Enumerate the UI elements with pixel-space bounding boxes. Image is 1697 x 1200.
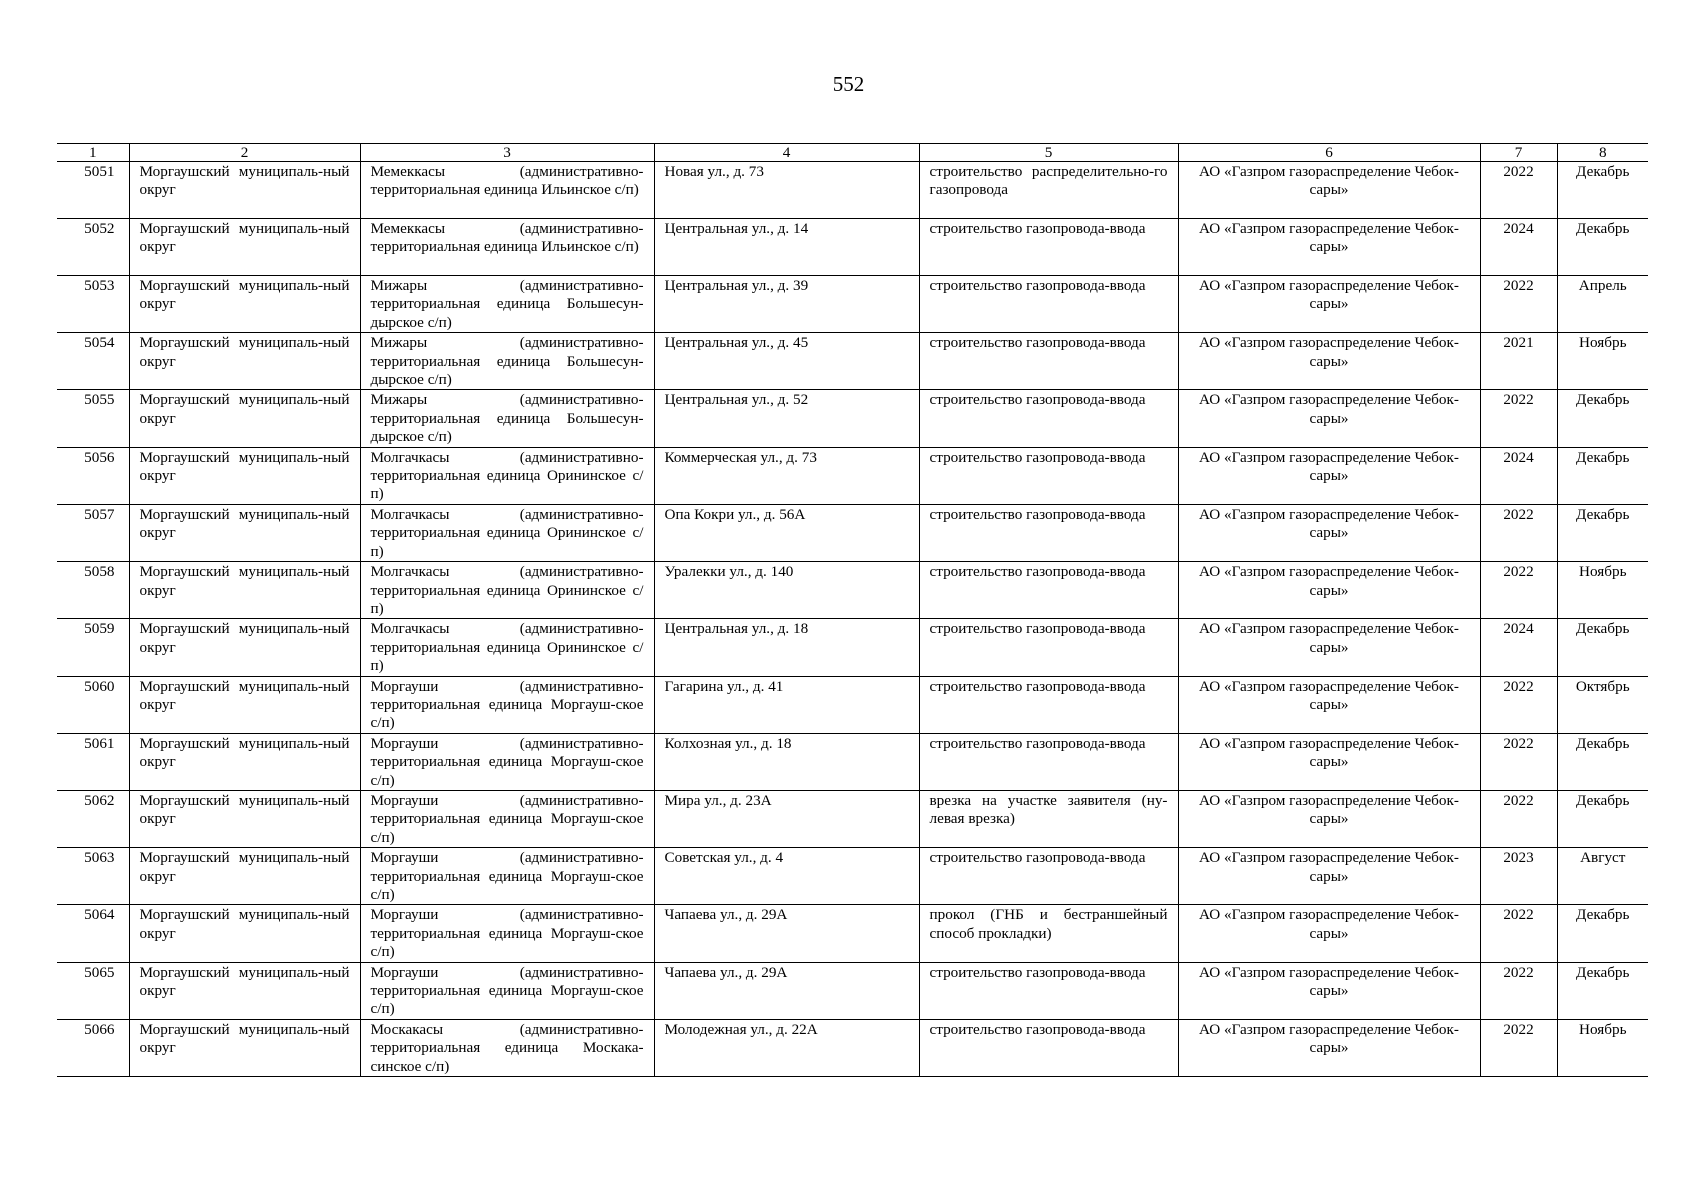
- locality-cell: Молгачкасы (административно-территориальная единица Орининское с/п): [360, 504, 654, 561]
- row-number-cell: 5065: [57, 962, 129, 1019]
- organization-cell: АО «Газпром газораспределение Чебок-сары»: [1178, 390, 1480, 447]
- work-type-cell: строительство газопровода-ввода: [919, 962, 1178, 1019]
- year-cell: 2022: [1480, 504, 1557, 561]
- organization-cell: АО «Газпром газораспределение Чебок-сары»: [1178, 848, 1480, 905]
- row-number-cell: 5052: [57, 219, 129, 276]
- district-cell: Моргаушский муниципаль-ный округ: [129, 905, 360, 962]
- work-type-cell: строительство газопровода-ввода: [919, 848, 1178, 905]
- locality-cell: Москакасы (административно-территориальная единица Москака-синское с/п): [360, 1019, 654, 1076]
- organization-cell: АО «Газпром газораспределение Чебок-сары»: [1178, 504, 1480, 561]
- month-cell: Октябрь: [1557, 676, 1648, 733]
- column-header: 4: [654, 144, 919, 162]
- month-cell: Декабрь: [1557, 790, 1648, 847]
- address-cell: Центральная ул., д. 45: [654, 333, 919, 390]
- gasification-table: [57, 143, 1648, 1077]
- address-cell: Опа Кокри ул., д. 56А: [654, 504, 919, 561]
- table-row: [57, 504, 1648, 561]
- row-number-cell: 5056: [57, 447, 129, 504]
- locality-cell: Мижары (административно-территориальная единица Большесун-дырское с/п): [360, 333, 654, 390]
- address-cell: Чапаева ул., д. 29А: [654, 905, 919, 962]
- organization-cell: АО «Газпром газораспределение Чебок-сары»: [1178, 1019, 1480, 1076]
- page-number: 552: [832, 72, 865, 96]
- address-cell: Молодежная ул., д. 22А: [654, 1019, 919, 1076]
- work-type-cell: строительство газопровода-ввода: [919, 219, 1178, 276]
- month-cell: Ноябрь: [1557, 333, 1648, 390]
- locality-cell: Моргауши (административно-территориальная единица Моргауш-ское с/п): [360, 790, 654, 847]
- table-row: [57, 848, 1648, 905]
- district-cell: Моргаушский муниципаль-ный округ: [129, 619, 360, 676]
- work-type-cell: строительство газопровода-ввода: [919, 619, 1178, 676]
- locality-cell: Мижары (административно-территориальная единица Большесун-дырское с/п): [360, 390, 654, 447]
- row-number-cell: 5058: [57, 562, 129, 619]
- column-header: 1: [57, 144, 129, 162]
- locality-cell: Молгачкасы (административно-территориальная единица Орининское с/п): [360, 619, 654, 676]
- month-cell: Ноябрь: [1557, 1019, 1648, 1076]
- year-cell: 2022: [1480, 790, 1557, 847]
- row-number-cell: 5055: [57, 390, 129, 447]
- organization-cell: АО «Газпром газораспределение Чебок-сары»: [1178, 333, 1480, 390]
- table-row: [57, 276, 1648, 333]
- locality-cell: Молгачкасы (административно-территориальная единица Орининское с/п): [360, 447, 654, 504]
- table-row: [57, 619, 1648, 676]
- address-cell: Новая ул., д. 73: [654, 162, 919, 219]
- row-number-cell: 5062: [57, 790, 129, 847]
- table-row: [57, 905, 1648, 962]
- district-cell: Моргаушский муниципаль-ный округ: [129, 790, 360, 847]
- month-cell: Декабрь: [1557, 733, 1648, 790]
- district-cell: Моргаушский муниципаль-ный округ: [129, 962, 360, 1019]
- row-number-cell: 5064: [57, 905, 129, 962]
- row-number-cell: 5051: [57, 162, 129, 219]
- organization-cell: АО «Газпром газораспределение Чебок-сары»: [1178, 790, 1480, 847]
- district-cell: Моргаушский муниципаль-ный округ: [129, 848, 360, 905]
- locality-cell: Моргауши (административно-территориальная единица Моргауш-ское с/п): [360, 676, 654, 733]
- row-number-cell: 5054: [57, 333, 129, 390]
- locality-cell: Моргауши (административно-территориальная единица Моргауш-ское с/п): [360, 733, 654, 790]
- year-cell: 2022: [1480, 390, 1557, 447]
- year-cell: 2022: [1480, 733, 1557, 790]
- locality-cell: Мемеккасы (административно-территориальная единица Ильинское с/п): [360, 219, 654, 276]
- table-row: [57, 676, 1648, 733]
- month-cell: Апрель: [1557, 276, 1648, 333]
- work-type-cell: строительство газопровода-ввода: [919, 390, 1178, 447]
- work-type-cell: врезка на участке заявителя (ну-левая врезка): [919, 790, 1178, 847]
- address-cell: Советская ул., д. 4: [654, 848, 919, 905]
- month-cell: Август: [1557, 848, 1648, 905]
- work-type-cell: строительство газопровода-ввода: [919, 276, 1178, 333]
- organization-cell: АО «Газпром газораспределение Чебок-сары»: [1178, 162, 1480, 219]
- district-cell: Моргаушский муниципаль-ный округ: [129, 333, 360, 390]
- organization-cell: АО «Газпром газораспределение Чебок-сары»: [1178, 733, 1480, 790]
- row-number-cell: 5063: [57, 848, 129, 905]
- header-row: [57, 144, 1648, 162]
- table-row: [57, 790, 1648, 847]
- month-cell: Декабрь: [1557, 619, 1648, 676]
- table-row: [57, 562, 1648, 619]
- work-type-cell: строительство газопровода-ввода: [919, 447, 1178, 504]
- month-cell: Ноябрь: [1557, 562, 1648, 619]
- year-cell: 2023: [1480, 848, 1557, 905]
- work-type-cell: прокол (ГНБ и бестраншейный способ прокладки): [919, 905, 1178, 962]
- table-row: [57, 219, 1648, 276]
- address-cell: Центральная ул., д. 14: [654, 219, 919, 276]
- row-number-cell: 5066: [57, 1019, 129, 1076]
- table-row: [57, 333, 1648, 390]
- table-row: [57, 1019, 1648, 1076]
- organization-cell: АО «Газпром газораспределение Чебок-сары»: [1178, 905, 1480, 962]
- address-cell: Гагарина ул., д. 41: [654, 676, 919, 733]
- locality-cell: Моргауши (административно-территориальная единица Моргауш-ское с/п): [360, 848, 654, 905]
- table-row: [57, 733, 1648, 790]
- address-cell: Центральная ул., д. 18: [654, 619, 919, 676]
- district-cell: Моргаушский муниципаль-ный округ: [129, 733, 360, 790]
- row-number-cell: 5057: [57, 504, 129, 561]
- locality-cell: Мемеккасы (административно-территориальная единица Ильинское с/п): [360, 162, 654, 219]
- column-header: 3: [360, 144, 654, 162]
- district-cell: Моргаушский муниципаль-ный округ: [129, 390, 360, 447]
- district-cell: Моргаушский муниципаль-ный округ: [129, 447, 360, 504]
- organization-cell: АО «Газпром газораспределение Чебок-сары»: [1178, 962, 1480, 1019]
- address-cell: Мира ул., д. 23А: [654, 790, 919, 847]
- row-number-cell: 5059: [57, 619, 129, 676]
- table-row: [57, 390, 1648, 447]
- year-cell: 2024: [1480, 447, 1557, 504]
- row-number-cell: 5061: [57, 733, 129, 790]
- month-cell: Декабрь: [1557, 504, 1648, 561]
- locality-cell: Моргауши (административно-территориальная единица Моргауш-ское с/п): [360, 905, 654, 962]
- district-cell: Моргаушский муниципаль-ный округ: [129, 504, 360, 561]
- organization-cell: АО «Газпром газораспределение Чебок-сары»: [1178, 219, 1480, 276]
- column-header: 6: [1178, 144, 1480, 162]
- month-cell: Декабрь: [1557, 905, 1648, 962]
- column-header: 7: [1480, 144, 1557, 162]
- organization-cell: АО «Газпром газораспределение Чебок-сары»: [1178, 676, 1480, 733]
- column-header: 8: [1557, 144, 1648, 162]
- work-type-cell: строительство газопровода-ввода: [919, 333, 1178, 390]
- organization-cell: АО «Газпром газораспределение Чебок-сары»: [1178, 562, 1480, 619]
- district-cell: Моргаушский муниципаль-ный округ: [129, 219, 360, 276]
- address-cell: Центральная ул., д. 52: [654, 390, 919, 447]
- work-type-cell: строительство газопровода-ввода: [919, 1019, 1178, 1076]
- district-cell: Моргаушский муниципаль-ный округ: [129, 1019, 360, 1076]
- locality-cell: Мижары (административно-территориальная единица Большесун-дырское с/п): [360, 276, 654, 333]
- year-cell: 2022: [1480, 562, 1557, 619]
- month-cell: Декабрь: [1557, 447, 1648, 504]
- organization-cell: АО «Газпром газораспределение Чебок-сары»: [1178, 276, 1480, 333]
- work-type-cell: строительство газопровода-ввода: [919, 562, 1178, 619]
- locality-cell: Молгачкасы (административно-территориальная единица Орининское с/п): [360, 562, 654, 619]
- district-cell: Моргаушский муниципаль-ный округ: [129, 162, 360, 219]
- year-cell: 2022: [1480, 162, 1557, 219]
- year-cell: 2022: [1480, 676, 1557, 733]
- year-cell: 2024: [1480, 619, 1557, 676]
- organization-cell: АО «Газпром газораспределение Чебок-сары»: [1178, 619, 1480, 676]
- month-cell: Декабрь: [1557, 219, 1648, 276]
- year-cell: 2022: [1480, 905, 1557, 962]
- table-row: [57, 162, 1648, 219]
- column-header: 5: [919, 144, 1178, 162]
- year-cell: 2022: [1480, 276, 1557, 333]
- district-cell: Моргаушский муниципаль-ный округ: [129, 562, 360, 619]
- organization-cell: АО «Газпром газораспределение Чебок-сары»: [1178, 447, 1480, 504]
- address-cell: Чапаева ул., д. 29А: [654, 962, 919, 1019]
- work-type-cell: строительство газопровода-ввода: [919, 504, 1178, 561]
- address-cell: Коммерческая ул., д. 73: [654, 447, 919, 504]
- table-row: [57, 447, 1648, 504]
- row-number-cell: 5060: [57, 676, 129, 733]
- district-cell: Моргаушский муниципаль-ный округ: [129, 676, 360, 733]
- work-type-cell: строительство распределительно-го газопровода: [919, 162, 1178, 219]
- locality-cell: Моргауши (административно-территориальная единица Моргауш-ское с/п): [360, 962, 654, 1019]
- work-type-cell: строительство газопровода-ввода: [919, 733, 1178, 790]
- year-cell: 2024: [1480, 219, 1557, 276]
- table-row: [57, 962, 1648, 1019]
- row-number-cell: 5053: [57, 276, 129, 333]
- month-cell: Декабрь: [1557, 390, 1648, 447]
- address-cell: Уралекки ул., д. 140: [654, 562, 919, 619]
- year-cell: 2022: [1480, 1019, 1557, 1076]
- work-type-cell: строительство газопровода-ввода: [919, 676, 1178, 733]
- year-cell: 2021: [1480, 333, 1557, 390]
- month-cell: Декабрь: [1557, 162, 1648, 219]
- year-cell: 2022: [1480, 962, 1557, 1019]
- address-cell: Колхозная ул., д. 18: [654, 733, 919, 790]
- address-cell: Центральная ул., д. 39: [654, 276, 919, 333]
- column-header: 2: [129, 144, 360, 162]
- month-cell: Декабрь: [1557, 962, 1648, 1019]
- district-cell: Моргаушский муниципаль-ный округ: [129, 276, 360, 333]
